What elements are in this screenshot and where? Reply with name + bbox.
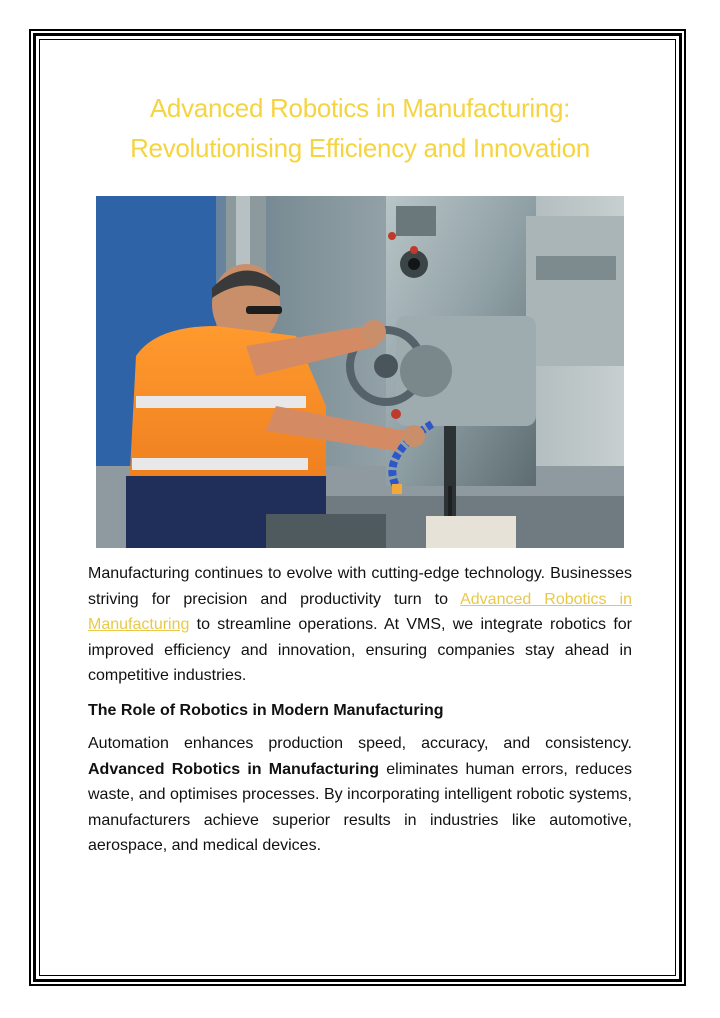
role-paragraph bbox=[88, 731, 632, 859]
worker-operating-drill-press-photo bbox=[96, 196, 624, 548]
advanced-robotics-link[interactable]: Advanced Robotics in Manufacturing bbox=[88, 590, 632, 633]
intro-paragraph bbox=[88, 561, 632, 689]
role-text-before-bold: Automation enhances production speed, accuracy, and consistency. bbox=[88, 735, 632, 752]
role-bold-phrase: Advanced Robotics in Manufacturing bbox=[88, 760, 380, 778]
title-line-1: Advanced Robotics in Manufacturing: bbox=[149, 93, 571, 123]
section-heading-role-of-robotics: The Role of Robotics in Modern Manufacturing bbox=[88, 702, 444, 719]
document-title bbox=[60, 88, 660, 168]
title-line-2: Revolutionising Efficiency and Innovation bbox=[130, 133, 590, 163]
role-text-after-bold: eliminates human errors, reduces waste, and optimises processes. By incorporating intelligent robotic systems, manufacturers achieve superior results in industries like automotive, aerospace, and medical devices. bbox=[88, 760, 632, 854]
intro-text-after-link: to streamline operations. At VMS, we integrate robotics for improved efficiency and innovation, ensuring companies stay ahead in competitive industries. bbox=[88, 616, 632, 684]
intro-text-before-link: Manufacturing continues to evolve with cutting-edge technology. Businesses striving for precision and productivity turn to bbox=[88, 565, 632, 608]
